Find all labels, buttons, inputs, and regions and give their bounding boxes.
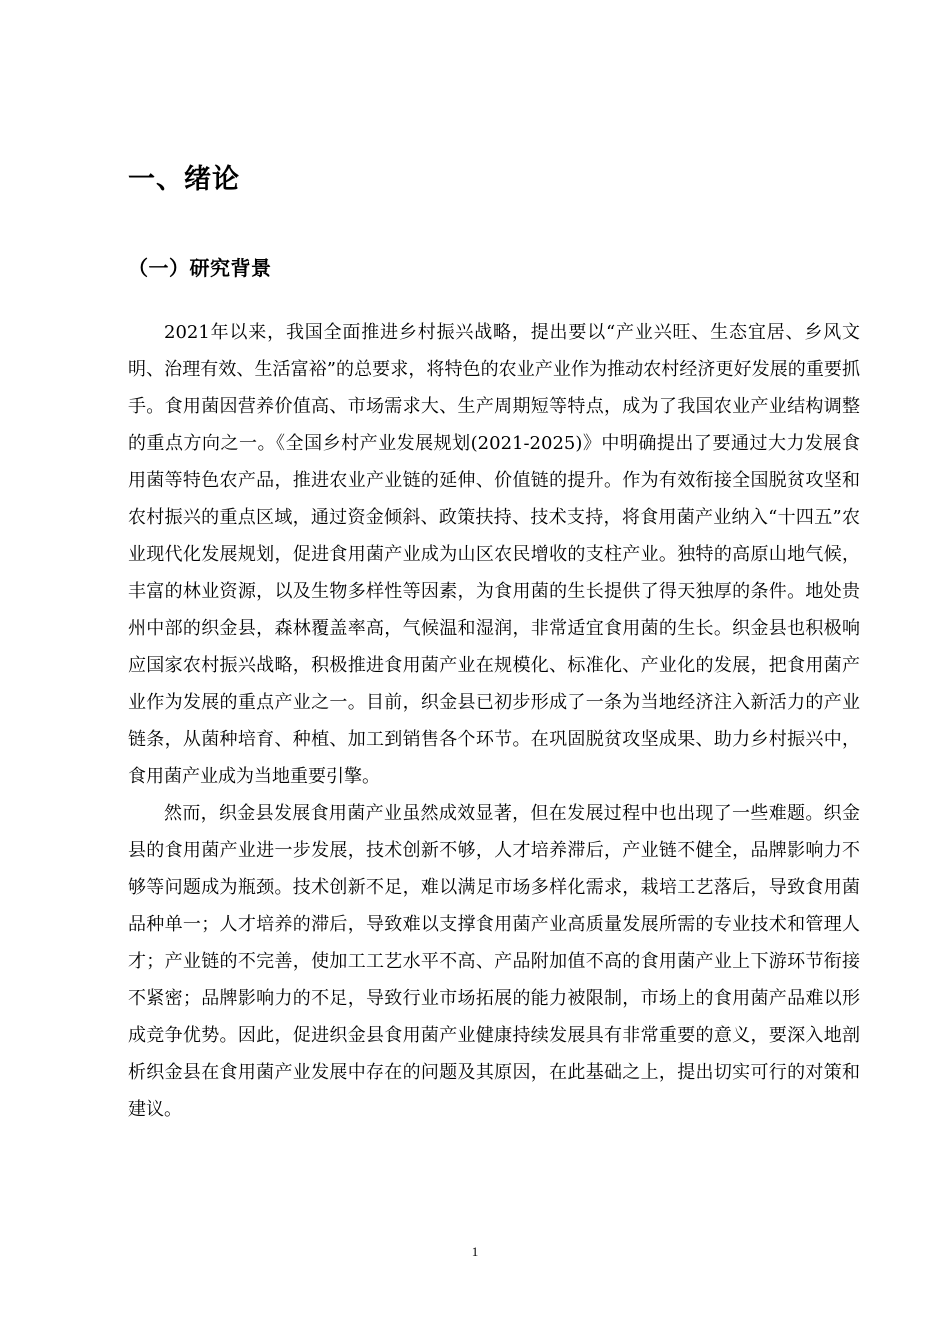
paragraph: 2021年以来，我国全面推进乡村振兴战略，提出要以“产业兴旺、生态宜居、乡风文明、治理有效、生活富裕”的总要求，将特色的农业产业作为推动农村经济更好发展的重要抓手。食用菌因营养价值高、市场需求大、生产周期短等特点，成为了我国农业产业结构调整的重点方向之一。《全国乡村产业发展规划(2021-2025)》中明确提出了要通过大力发展食用菌等特色农产品，推进农业产业链的延伸、价值链的提升。作为有效衔接全国脱贫攻坚和农村振兴的重点区域，通过资金倾斜、政策扶持、技术支持，将食用菌产业纳入“十四五”农业现代化发展规划，促进食用菌产业成为山区农民增收的支柱产业。独特的高原山地气候，丰富的林业资源，以及生物多样性等因素，为食用菌的生长提供了得天独厚的条件。地处贵州中部的织金县，森林覆盖率高，气候温和湿润，非常适宜食用菌的生长。织金县也积极响应国家农村振兴战略，积极推进食用菌产业在规模化、标准化、产业化的发展，把食用菌产业作为发展的重点产业之一。目前，织金县已初步形成了一条为当地经济注入新活力的产业链条，从菌种培育、种植、加工到销售各个环节。在巩固脱贫攻坚成果、助力乡村振兴中，食用菌产业成为当地重要引擎。 [128,322,860,787]
paragraph: 然而，织金县发展食用菌产业虽然成效显著，但在发展过程中也出现了一些难题。织金县的食用菌产业进一步发展，技术创新不够，人才培养滞后，产业链不健全，品牌影响力不够等问题成为瓶颈。技术创新不足，难以满足市场多样化需求，栽培工艺落后，导致食用菌品种单一；人才培养的滞后，导致难以支撑食用菌产业高质量发展所需的专业技术和管理人才；产业链的不完善，使加工工艺水平不高、产品附加值不高的食用菌产业上下游环节衔接不紧密；品牌影响力的不足，导致行业市场拓展的能力被限制，市场上的食用菌产品难以形成竞争优势。因此，促进织金县食用菌产业健康持续发展具有非常重要的意义，要深入地剖析织金县在食用菌产业发展中存在的问题及其原因，在此基础之上，提出切实可行的对策和建议。 [128,803,860,1120]
chapter-title: 一、绪论 [128,164,240,195]
section-title: （一）研究背景 [128,256,272,280]
page-number: 1 [471,1244,479,1259]
body-text [128,314,860,1128]
